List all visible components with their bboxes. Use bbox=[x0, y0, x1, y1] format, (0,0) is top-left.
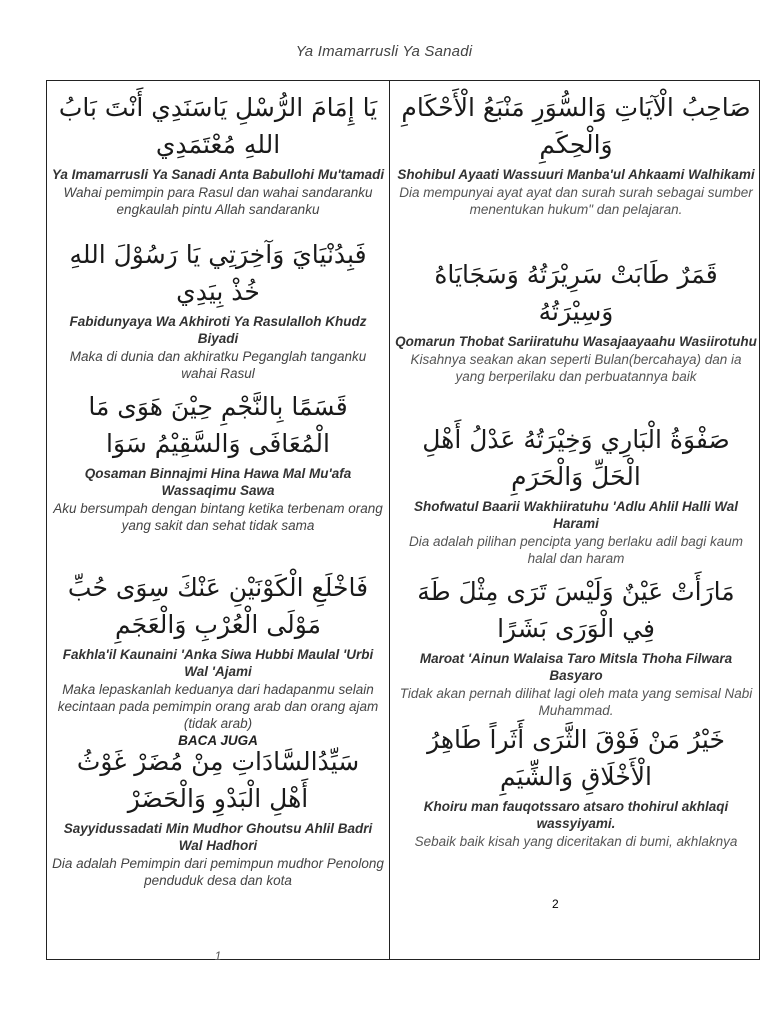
verse-block bbox=[395, 256, 757, 385]
transliteration: Khoiru man fauqotssaro atsaro thohirul akhlaqi wassyiyami. bbox=[423, 799, 729, 831]
arabic-verse: مَارَأَتْ عَيْنٌ وَلَيْسَ تَرَى مِثْلَ طَهَ فِي الْوَرَى بَشَرًا bbox=[417, 577, 735, 643]
arabic-verse: فَاخْلَعِ الْكَوْنَيْنِ عَنْكَ سِوَى حُبِّ مَوْلَى الْعُرْبِ وَالْعَجَمِ bbox=[67, 573, 369, 639]
transliteration: Sayyidussadati Min Mudhor Ghoutsu Ahlil Badri Wal Hadhori bbox=[63, 821, 373, 853]
verse-block bbox=[51, 388, 385, 534]
arabic-verse: قَسَمًا بِالنَّجْمِ حِيْنَ هَوَى مَا الْمُعَافَى وَالسَّقِيْمُ سَوَا bbox=[88, 392, 348, 458]
verse-block bbox=[395, 421, 757, 567]
translation: Sebaik baik kisah yang diceritakan di bumi, akhlaknya bbox=[414, 834, 738, 849]
arabic-verse: صَفْوَةُ الْبَارِي وَخِيْرَتُهُ عَدْلُ أَهْلِ الْحَلِّ وَالْحَرَمِ bbox=[422, 425, 730, 491]
verse-block bbox=[395, 721, 757, 850]
translation: Tidak akan pernah dilihat lagi oleh mata yang semisal Nabi Muhammad. bbox=[399, 686, 753, 718]
translation: Maka di dunia dan akhiratku Peganglah tanganku wahai Rasul bbox=[69, 349, 367, 381]
translation: Dia mempunyai ayat ayat dan surah surah sebagai sumber menentukan hukum" dan pelajaran. bbox=[399, 185, 753, 217]
transliteration: Qomarun Thobat Sariiratuhu Wasajaayaahu Wasiirotuhu bbox=[395, 334, 757, 349]
two-column-frame bbox=[46, 80, 760, 963]
transliteration: Ya Imamarrusli Ya Sanadi Anta Babullohi Mu'tamadi bbox=[51, 167, 385, 182]
column-divider bbox=[389, 81, 390, 959]
translation: Dia adalah pilihan pencipta yang berlaku adil bagi kaum halal dan haram bbox=[409, 534, 743, 566]
translation: Dia adalah Pemimpin dari pemimpun mudhor Penolong penduduk desa dan kota bbox=[52, 856, 384, 888]
baca-juga-link[interactable]: BACA JUGA bbox=[178, 733, 258, 748]
left-column bbox=[51, 81, 385, 963]
transliteration: Fakhla'il Kaunaini 'Anka Siwa Hubbi Maulal 'Urbi Wal 'Ajami bbox=[62, 647, 374, 679]
arabic-verse: خَيْرُ مَنْ فَوْقَ الثَّرَى أَثَراً طَاهِرُ الْأَخْلَاقِ وَالشِّيَمِ bbox=[427, 725, 725, 791]
page-number: 2 bbox=[552, 897, 559, 911]
verse-block bbox=[51, 743, 385, 889]
page-title: Ya Imamarrusli Ya Sanadi bbox=[295, 43, 473, 60]
page-number: 1 bbox=[214, 949, 222, 963]
transliteration: Shohibul Ayaati Wassuuri Manba'ul Ahkaami Walhikami bbox=[397, 167, 755, 182]
verse-block bbox=[51, 89, 385, 218]
transliteration: Maroat 'Ainun Walaisa Taro Mitsla Thoha Filwara Basyaro bbox=[419, 651, 733, 683]
arabic-verse: قَمَرٌ طَابَتْ سَرِيْرَتُهُ وَسَجَايَاهُ وَسِيْرَتُهُ bbox=[434, 260, 718, 326]
transliteration: Qosaman Binnajmi Hina Hawa Mal Mu'afa Wassaqimu Sawa bbox=[84, 466, 352, 498]
arabic-verse: يَا إِمَامَ الرُّسْلِ يَاسَنَدِي أَنْتَ بَابُ اللهِ مُعْتَمَدِي bbox=[58, 93, 378, 159]
verse-block bbox=[51, 569, 385, 749]
verse-block bbox=[395, 573, 757, 719]
translation: Maka lepaskanlah keduanya dari hadapanmu selain kecintaan pada pemimpin orang arab dan orang ajam (tidak arab) bbox=[57, 682, 379, 731]
transliteration: Shofwatul Baarii Wakhiiratuhu 'Adlu Ahlil Halli Wal Harami bbox=[414, 499, 738, 531]
arabic-verse: صَاحِبُ الْآيَاتِ وَالسُّوَرِ مَنْبَعُ الْأَحْكَامِ وَالْحِكَمِ bbox=[401, 93, 751, 159]
arabic-verse: فَبِدُنْيَايَ وَآخِرَتِي يَا رَسُوْلَ اللهِ خُذْ بِيَدِي bbox=[69, 240, 367, 306]
right-column bbox=[395, 81, 757, 959]
translation: Wahai pemimpin para Rasul dan wahai sandaranku engkaulah pintu Allah sandaranku bbox=[63, 185, 373, 217]
verse-block bbox=[395, 89, 757, 218]
verse-block bbox=[51, 236, 385, 382]
translation: Kisahnya seakan akan seperti Bulan(bercahaya) dan ia yang berperilaku dan perbuatannya baik bbox=[410, 352, 742, 384]
translation: Aku bersumpah dengan bintang ketika terbenam orang yang sakit dan sehat tidak sama bbox=[53, 501, 383, 533]
transliteration: Fabidunyaya Wa Akhiroti Ya Rasulalloh Khudz Biyadi bbox=[69, 314, 367, 346]
arabic-verse: سَيِّدُالسَّادَاتِ مِنْ مُضَرْ غَوْثُ أَهْلِ الْبَدْوِ وَالْحَضَرْ bbox=[76, 747, 360, 813]
